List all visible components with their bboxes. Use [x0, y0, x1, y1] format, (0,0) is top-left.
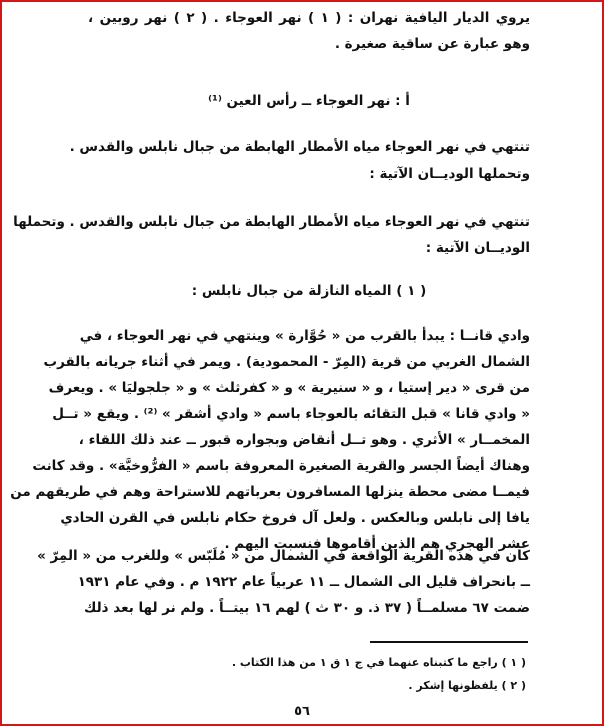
paragraph-1-line: وهو عبارة عن ساقية صغيرة . [334, 36, 530, 52]
paragraph-4-line: من قرى « دير إستيا ، و « سنيرية » و « كفرثلث » و « جلجوليَا » . ويعرف [48, 380, 530, 396]
page-number: ٥٦ [294, 704, 310, 719]
footnote-2: ( ٢ ) يلفظونها إشكر . [408, 679, 526, 692]
paragraph-4-line: عشر الهجري هم الذين أقاموها فنسبت اليهم . [224, 536, 530, 552]
paragraph-4-line: فيمــا مضى محطة ينزلها المسافرون بعرباتهم للاستراحة وهم في طريقهم من [10, 484, 530, 500]
paragraph-5-line: ضمت ٦٧ مسلمــاً ( ٣٧ ذ. و ٣٠ ث ) لهم ١٦ بيتــاً . ولم نر لها بعد ذلك [84, 600, 530, 616]
paragraph-2-line: تنتهي في نهر العوجاء مياه الأمطار الهابطة من جبال نابلس والقدس . [69, 139, 530, 155]
paragraph-4-line: وهناك أيضاً الجسر والقرية الصغيرة المعروفة باسم « الفرُّوخيَّة» . وقد كانت [32, 458, 530, 474]
paragraph-4-line: وادي قانــا : يبدأ بالقرب من « حُوَّارة » وينتهي في نهر العوجاء ، في [79, 328, 530, 344]
section-heading-1: ( ١ ) المياه النازلة من جبال نابلس : [191, 283, 427, 299]
paragraph-4-line: الشمال الغربي من قرية (المِرّ - المحمودية) . ويمر في أثناء جريانه بالقرب [43, 354, 530, 370]
section-heading-a: أ : نهر العوجاء ــ رأس العين ⁽¹⁾ [208, 93, 410, 109]
paragraph-3-line: تنتهي في نهر العوجاء مياه الأمطار الهابطة من جبال نابلس والقدس . وتحملها [13, 214, 530, 230]
paragraph-4-line: يافا إلى نابلس وبالعكس . ولعل آل فروخ حكام نابلس في القرن الحادي [60, 510, 530, 526]
paragraph-4-line: المخمــار » الأثري . وهو تــل أنقاض وبجواره قبور ــ عند ذلك اللقاء ، [78, 432, 530, 448]
paragraph-2-line: وتحملها الوديــان الآتية : [369, 166, 530, 182]
paragraph-4-line: « وادي قانا » قبل التقائه بالعوجاء باسم « وادي أشقر » ⁽²⁾ . ويقع « تــل [52, 406, 530, 422]
footnote-1: ( ١ ) راجع ما كتبناه عنهما في ج ١ ق ١ من هذا الكتاب . [231, 656, 526, 669]
paragraph-5-line: كان في هذه القرية الواقعة في الشمال من « مُلَبّس » وللغرب من « المِرّ » [37, 548, 530, 564]
footnote-divider [370, 641, 528, 643]
paragraph-3-line: الوديــان الآتية : [425, 240, 530, 256]
paragraph-5-line: ــ بانحراف قليل الى الشمال ــ ١١ عربياً عام ١٩٢٢ م . وفي عام ١٩٣١ [77, 574, 530, 590]
paragraph-1-line: يروي الديار اليافية نهران : ( ١ ) نهر العوجاء . ( ٢ ) نهر روبين ، [88, 10, 531, 26]
